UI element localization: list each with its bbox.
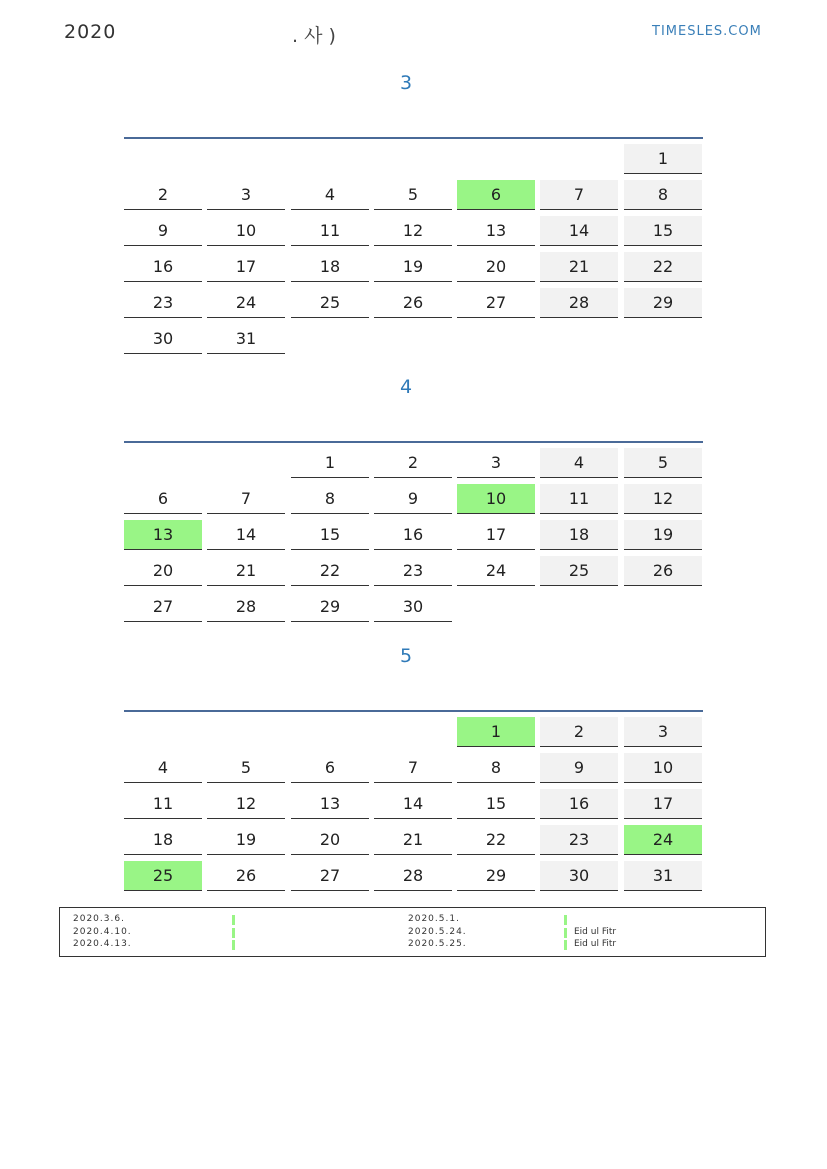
legend-date: 2020.5.1. [408,914,460,924]
day-cell[interactable]: 25 [540,556,618,586]
day-cell[interactable]: 26 [624,556,702,586]
day-cell[interactable]: 14 [374,789,452,819]
day-cell[interactable]: 23 [124,288,202,318]
day-cell[interactable]: 4 [124,753,202,783]
day-cell[interactable]: 17 [457,520,535,550]
day-cell[interactable]: 31 [207,324,285,354]
day-cell[interactable]: 10 [624,753,702,783]
day-cell[interactable]: 8 [291,484,369,514]
day-cell[interactable]: 13 [457,216,535,246]
day-cell[interactable]: 1 [457,717,535,747]
brand-link[interactable]: TIMESLES.COM [652,24,762,39]
day-cell[interactable]: 3 [624,717,702,747]
day-cell[interactable]: 10 [207,216,285,246]
day-cell[interactable]: 2 [374,448,452,478]
day-cell[interactable]: 24 [624,825,702,855]
day-cell[interactable]: 24 [207,288,285,318]
day-cell[interactable]: 3 [457,448,535,478]
day-cell[interactable]: 19 [624,520,702,550]
day-cell[interactable]: 15 [457,789,535,819]
day-cell[interactable]: 11 [540,484,618,514]
day-cell[interactable]: 25 [291,288,369,318]
day-cell[interactable]: 22 [624,252,702,282]
day-cell[interactable]: 30 [124,324,202,354]
day-cell[interactable]: 30 [540,861,618,891]
day-cell[interactable]: 21 [374,825,452,855]
day-cell[interactable]: 14 [207,520,285,550]
day-cell[interactable]: 31 [624,861,702,891]
legend-holiday-name: Eid ul Fitr [574,939,617,949]
day-cell[interactable]: 6 [457,180,535,210]
day-cell[interactable]: 28 [540,288,618,318]
day-cell[interactable]: 2 [540,717,618,747]
day-cell[interactable]: 3 [207,180,285,210]
day-cell[interactable]: 1 [291,448,369,478]
legend-color-swatch [564,928,567,938]
legend-date: 2020.4.10. [73,926,132,937]
day-cell[interactable]: 26 [207,861,285,891]
day-cell[interactable]: 15 [291,520,369,550]
month-rule [124,710,703,712]
day-cell[interactable]: 6 [124,484,202,514]
month-title: 3 [399,72,413,94]
day-cell[interactable]: 19 [374,252,452,282]
legend-color-swatch [232,915,235,925]
day-cell[interactable]: 28 [207,592,285,622]
day-cell[interactable]: 27 [291,861,369,891]
day-cell[interactable]: 10 [457,484,535,514]
day-cell[interactable]: 22 [291,556,369,586]
day-cell[interactable]: 1 [624,144,702,174]
day-cell[interactable]: 21 [540,252,618,282]
day-cell[interactable]: 27 [457,288,535,318]
month-title: 4 [399,376,413,398]
day-cell[interactable]: 9 [540,753,618,783]
day-cell[interactable]: 18 [540,520,618,550]
day-cell[interactable]: 13 [124,520,202,550]
day-cell[interactable]: 7 [540,180,618,210]
day-cell[interactable]: 11 [291,216,369,246]
legend-color-swatch [564,915,567,925]
day-cell[interactable]: 23 [540,825,618,855]
day-cell[interactable]: 28 [374,861,452,891]
day-cell[interactable]: 20 [457,252,535,282]
day-cell[interactable]: 17 [207,252,285,282]
day-cell[interactable]: 11 [124,789,202,819]
day-cell[interactable]: 24 [457,556,535,586]
day-cell[interactable]: 12 [374,216,452,246]
month-title: 5 [399,645,413,667]
legend-date: 2020.3.6. [73,914,125,924]
day-cell[interactable]: 15 [624,216,702,246]
day-cell[interactable]: 8 [624,180,702,210]
day-cell[interactable]: 21 [207,556,285,586]
day-cell[interactable]: 20 [291,825,369,855]
day-cell[interactable]: 5 [207,753,285,783]
day-cell[interactable]: 29 [624,288,702,318]
day-cell[interactable]: 16 [374,520,452,550]
day-cell[interactable]: 7 [374,753,452,783]
legend-holiday-name: Eid ul Fitr [574,926,617,937]
legend-date: 2020.5.24. [408,926,467,937]
day-cell[interactable]: 7 [207,484,285,514]
month-rule [124,441,703,443]
day-cell[interactable]: 5 [624,448,702,478]
day-cell[interactable]: 18 [291,252,369,282]
day-cell[interactable]: 23 [374,556,452,586]
header-year: 2020 [64,21,117,43]
header-subtitle: . 사 ) [292,25,336,47]
day-cell[interactable]: 9 [124,216,202,246]
day-cell[interactable]: 12 [624,484,702,514]
day-cell[interactable]: 25 [124,861,202,891]
day-cell[interactable]: 5 [374,180,452,210]
day-cell[interactable]: 20 [124,556,202,586]
day-cell[interactable]: 4 [540,448,618,478]
legend-color-swatch [232,940,235,950]
day-cell[interactable]: 16 [540,789,618,819]
legend-color-swatch [564,940,567,950]
day-cell[interactable]: 6 [291,753,369,783]
day-cell[interactable]: 4 [291,180,369,210]
day-cell[interactable]: 13 [291,789,369,819]
legend-date: 2020.5.25. [408,939,467,949]
day-cell[interactable]: 8 [457,753,535,783]
day-cell[interactable]: 2 [124,180,202,210]
day-cell[interactable]: 29 [457,861,535,891]
legend-date: 2020.4.13. [73,939,132,949]
month-rule [124,137,703,139]
day-cell[interactable]: 29 [291,592,369,622]
day-cell[interactable]: 19 [207,825,285,855]
day-cell[interactable]: 16 [124,252,202,282]
day-cell[interactable]: 30 [374,592,452,622]
day-cell[interactable]: 22 [457,825,535,855]
day-cell[interactable]: 17 [624,789,702,819]
day-cell[interactable]: 27 [124,592,202,622]
holiday-legend [59,907,766,957]
legend-color-swatch [232,928,235,938]
day-cell[interactable]: 18 [124,825,202,855]
day-cell[interactable]: 12 [207,789,285,819]
day-cell[interactable]: 26 [374,288,452,318]
day-cell[interactable]: 14 [540,216,618,246]
day-cell[interactable]: 9 [374,484,452,514]
